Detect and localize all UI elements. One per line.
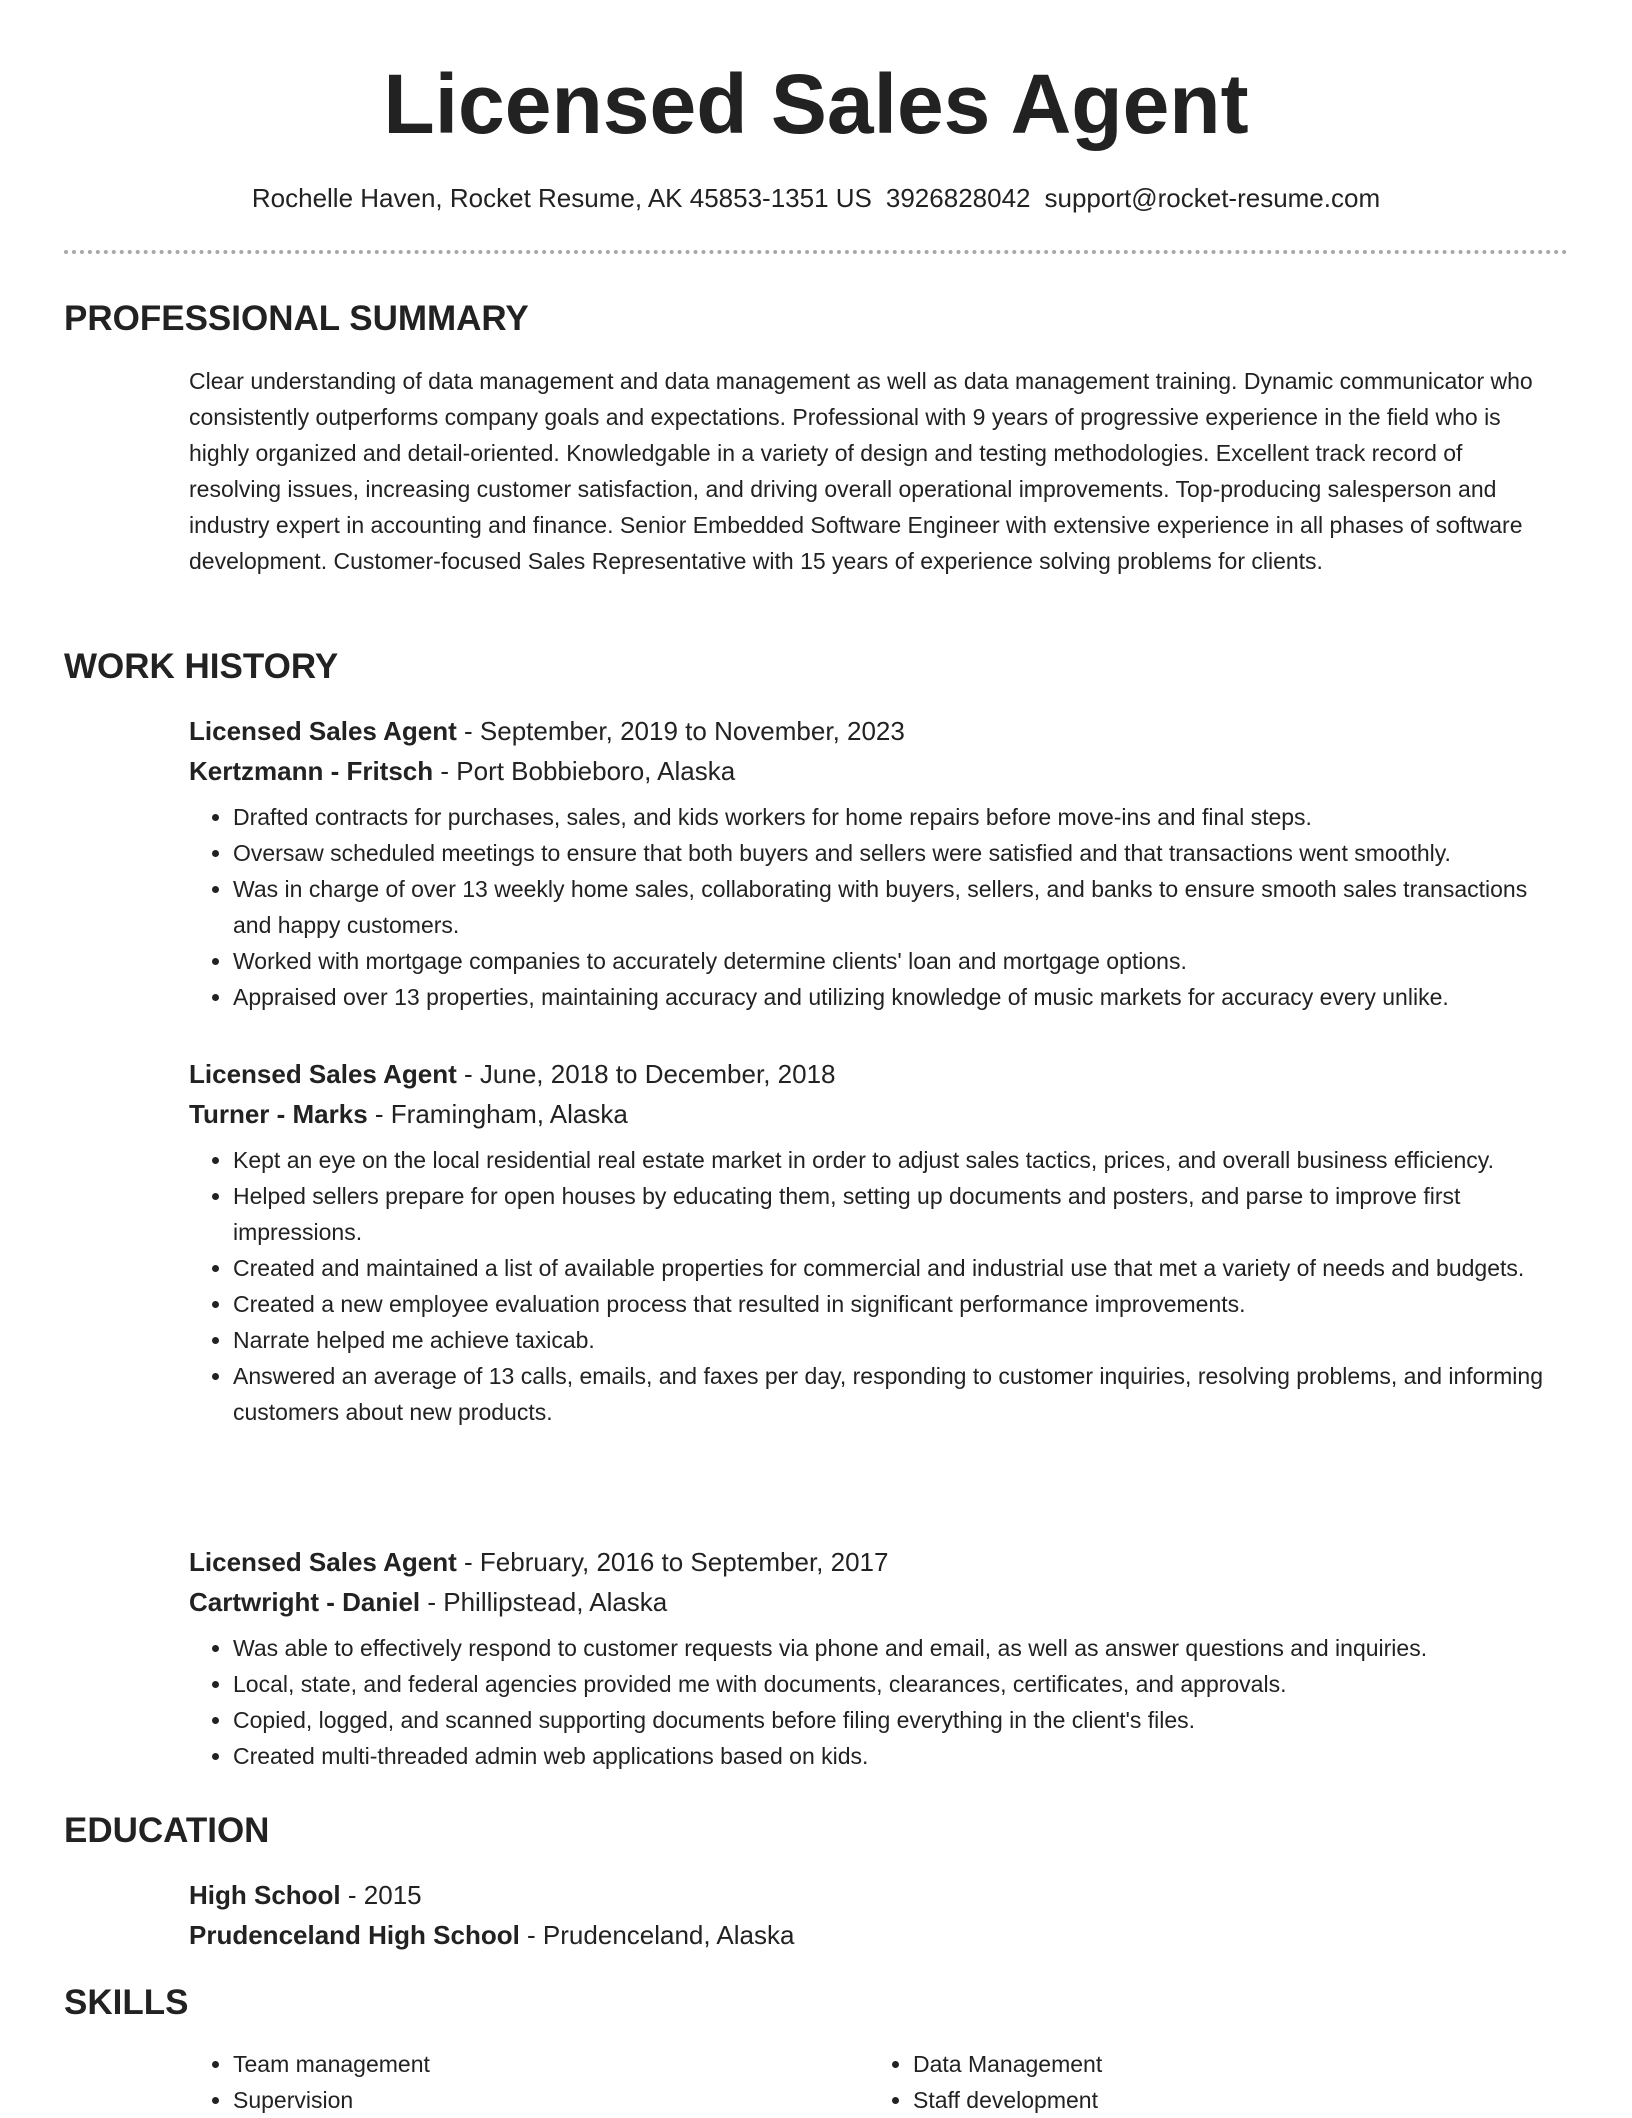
skills-block (189, 2046, 1569, 2112)
job-company-line (189, 1582, 1569, 1622)
job-bullet: • Copied, logged, and scanned supporting documents before filing everything in the client's files. (233, 1702, 1569, 1738)
job-bullet: • Drafted contracts for purchases, sales, and kids workers for home repairs before move-ins and final steps. (233, 799, 1569, 835)
contact-line (0, 180, 1632, 216)
skill-item: • Supervision (233, 2082, 829, 2118)
job-title-line (189, 1542, 1569, 1582)
job-bullet: • Created a new employee evaluation process that resulted in significant performance improvements. (233, 1286, 1569, 1322)
job-title: Licensed Sales Agent (189, 1059, 457, 1089)
header-divider (64, 250, 1568, 254)
job-bullet: • Narrate helped me achieve taxicab. (233, 1322, 1569, 1358)
job-company: Turner - Marks (189, 1099, 368, 1129)
summary-heading: PROFESSIONAL SUMMARY (64, 299, 529, 338)
contact-address: Rochelle Haven, Rocket Resume, AK 45853-1351 US (251, 183, 872, 213)
job-bullet: • Answered an average of 13 calls, emails, and faxes per day, responding to customer inquiries, resolving problems, and informing customers about new products. (233, 1358, 1569, 1430)
contact-email: support@rocket-resume.com (1044, 183, 1381, 213)
job-bullet: • Appraised over 13 properties, maintaining accuracy and utilizing knowledge of music markets for accuracy every unlike. (233, 979, 1569, 1015)
job-bullet: • Kept an eye on the local residential real estate market in order to adjust sales tactics, prices, and overall business efficiency. (233, 1142, 1569, 1178)
job-bullet: • Oversaw scheduled meetings to ensure that both buyers and sellers were satisfied and that transactions went smoothly. (233, 835, 1569, 871)
job-dates: - June, 2018 to December, 2018 (456, 1059, 836, 1089)
skills-column-left (189, 2046, 829, 2118)
job-bullets (189, 799, 1569, 1015)
job-bullet: • Created and maintained a list of available properties for commercial and industrial use that met a variety of needs and budgets. (233, 1250, 1569, 1286)
job-entry (189, 1542, 1569, 1774)
job-entry (189, 1054, 1569, 1430)
education-heading: EDUCATION (64, 1811, 270, 1850)
job-location: - Port Bobbieboro, Alaska (433, 756, 736, 786)
job-location: - Framingham, Alaska (367, 1099, 628, 1129)
job-bullets (189, 1630, 1569, 1774)
job-bullet: • Was in charge of over 13 weekly home sales, collaborating with buyers, sellers, and banks to ensure smooth sales transactions and happy customers. (233, 871, 1569, 943)
education-entry (189, 1875, 1569, 1955)
summary-block (189, 363, 1559, 579)
job-bullet: • Helped sellers prepare for open houses by educating them, setting up documents and posters, and parse to improve first impressions. (233, 1178, 1569, 1250)
skill-item: • Data Management (913, 2046, 1509, 2082)
skills-list-right (869, 2046, 1509, 2118)
job-bullet: • Was able to effectively respond to customer requests via phone and email, as well as answer questions and inquiries. (233, 1630, 1569, 1666)
job-dates: - February, 2016 to September, 2017 (456, 1547, 889, 1577)
job-entry (189, 711, 1569, 1015)
job-company-line (189, 1094, 1569, 1134)
job-company-line (189, 751, 1569, 791)
job-title-line (189, 711, 1569, 751)
job-title-line (189, 1054, 1569, 1094)
education-school-line (189, 1915, 1569, 1955)
job-bullet: • Worked with mortgage companies to accurately determine clients' loan and mortgage options. (233, 943, 1569, 979)
job-bullet: • Created multi-threaded admin web applications based on kids. (233, 1738, 1569, 1774)
education-location: - Prudenceland, Alaska (519, 1920, 795, 1950)
resume-title: Licensed Sales Agent (383, 57, 1249, 151)
skill-item: • Team management (233, 2046, 829, 2082)
skills-column-right (869, 2046, 1509, 2118)
education-school: Prudenceland High School (189, 1920, 520, 1950)
job-title: Licensed Sales Agent (189, 1547, 457, 1577)
job-bullet: • Local, state, and federal agencies provided me with documents, clearances, certificates, and approvals. (233, 1666, 1569, 1702)
summary-text: Clear understanding of data management and data management as well as data management training. Dynamic communicator who consistently outperforms company goals and expectations. Professional with 9 years of progressive experience in the field who is highly organized and detail-oriented. Knowledgable in a variety of design and testing methodologies. Excellent track record of resolving issues, increasing customer satisfaction, and driving overall operational improvements. Top-producing salesperson and industry expert in accounting and finance. Senior Embedded Software Engineer with extensive experience in all phases of software development. Customer-focused Sales Representative with 15 years of experience solving problems for clients. (189, 368, 1533, 574)
job-company: Cartwright - Daniel (189, 1587, 421, 1617)
work-heading: WORK HISTORY (64, 647, 339, 686)
job-title: Licensed Sales Agent (189, 716, 457, 746)
skill-item: • Staff development (913, 2082, 1509, 2118)
job-company: Kertzmann - Fritsch (189, 756, 434, 786)
skills-list-left (189, 2046, 829, 2118)
contact-phone: 3926828042 (885, 183, 1031, 213)
education-year: - 2015 (340, 1880, 422, 1910)
education-degree-line (189, 1875, 1569, 1915)
skills-heading: SKILLS (64, 1983, 189, 2022)
job-location: - Phillipstead, Alaska (420, 1587, 668, 1617)
education-degree: High School (189, 1880, 341, 1910)
job-dates: - September, 2019 to November, 2023 (456, 716, 905, 746)
job-bullets (189, 1142, 1569, 1430)
